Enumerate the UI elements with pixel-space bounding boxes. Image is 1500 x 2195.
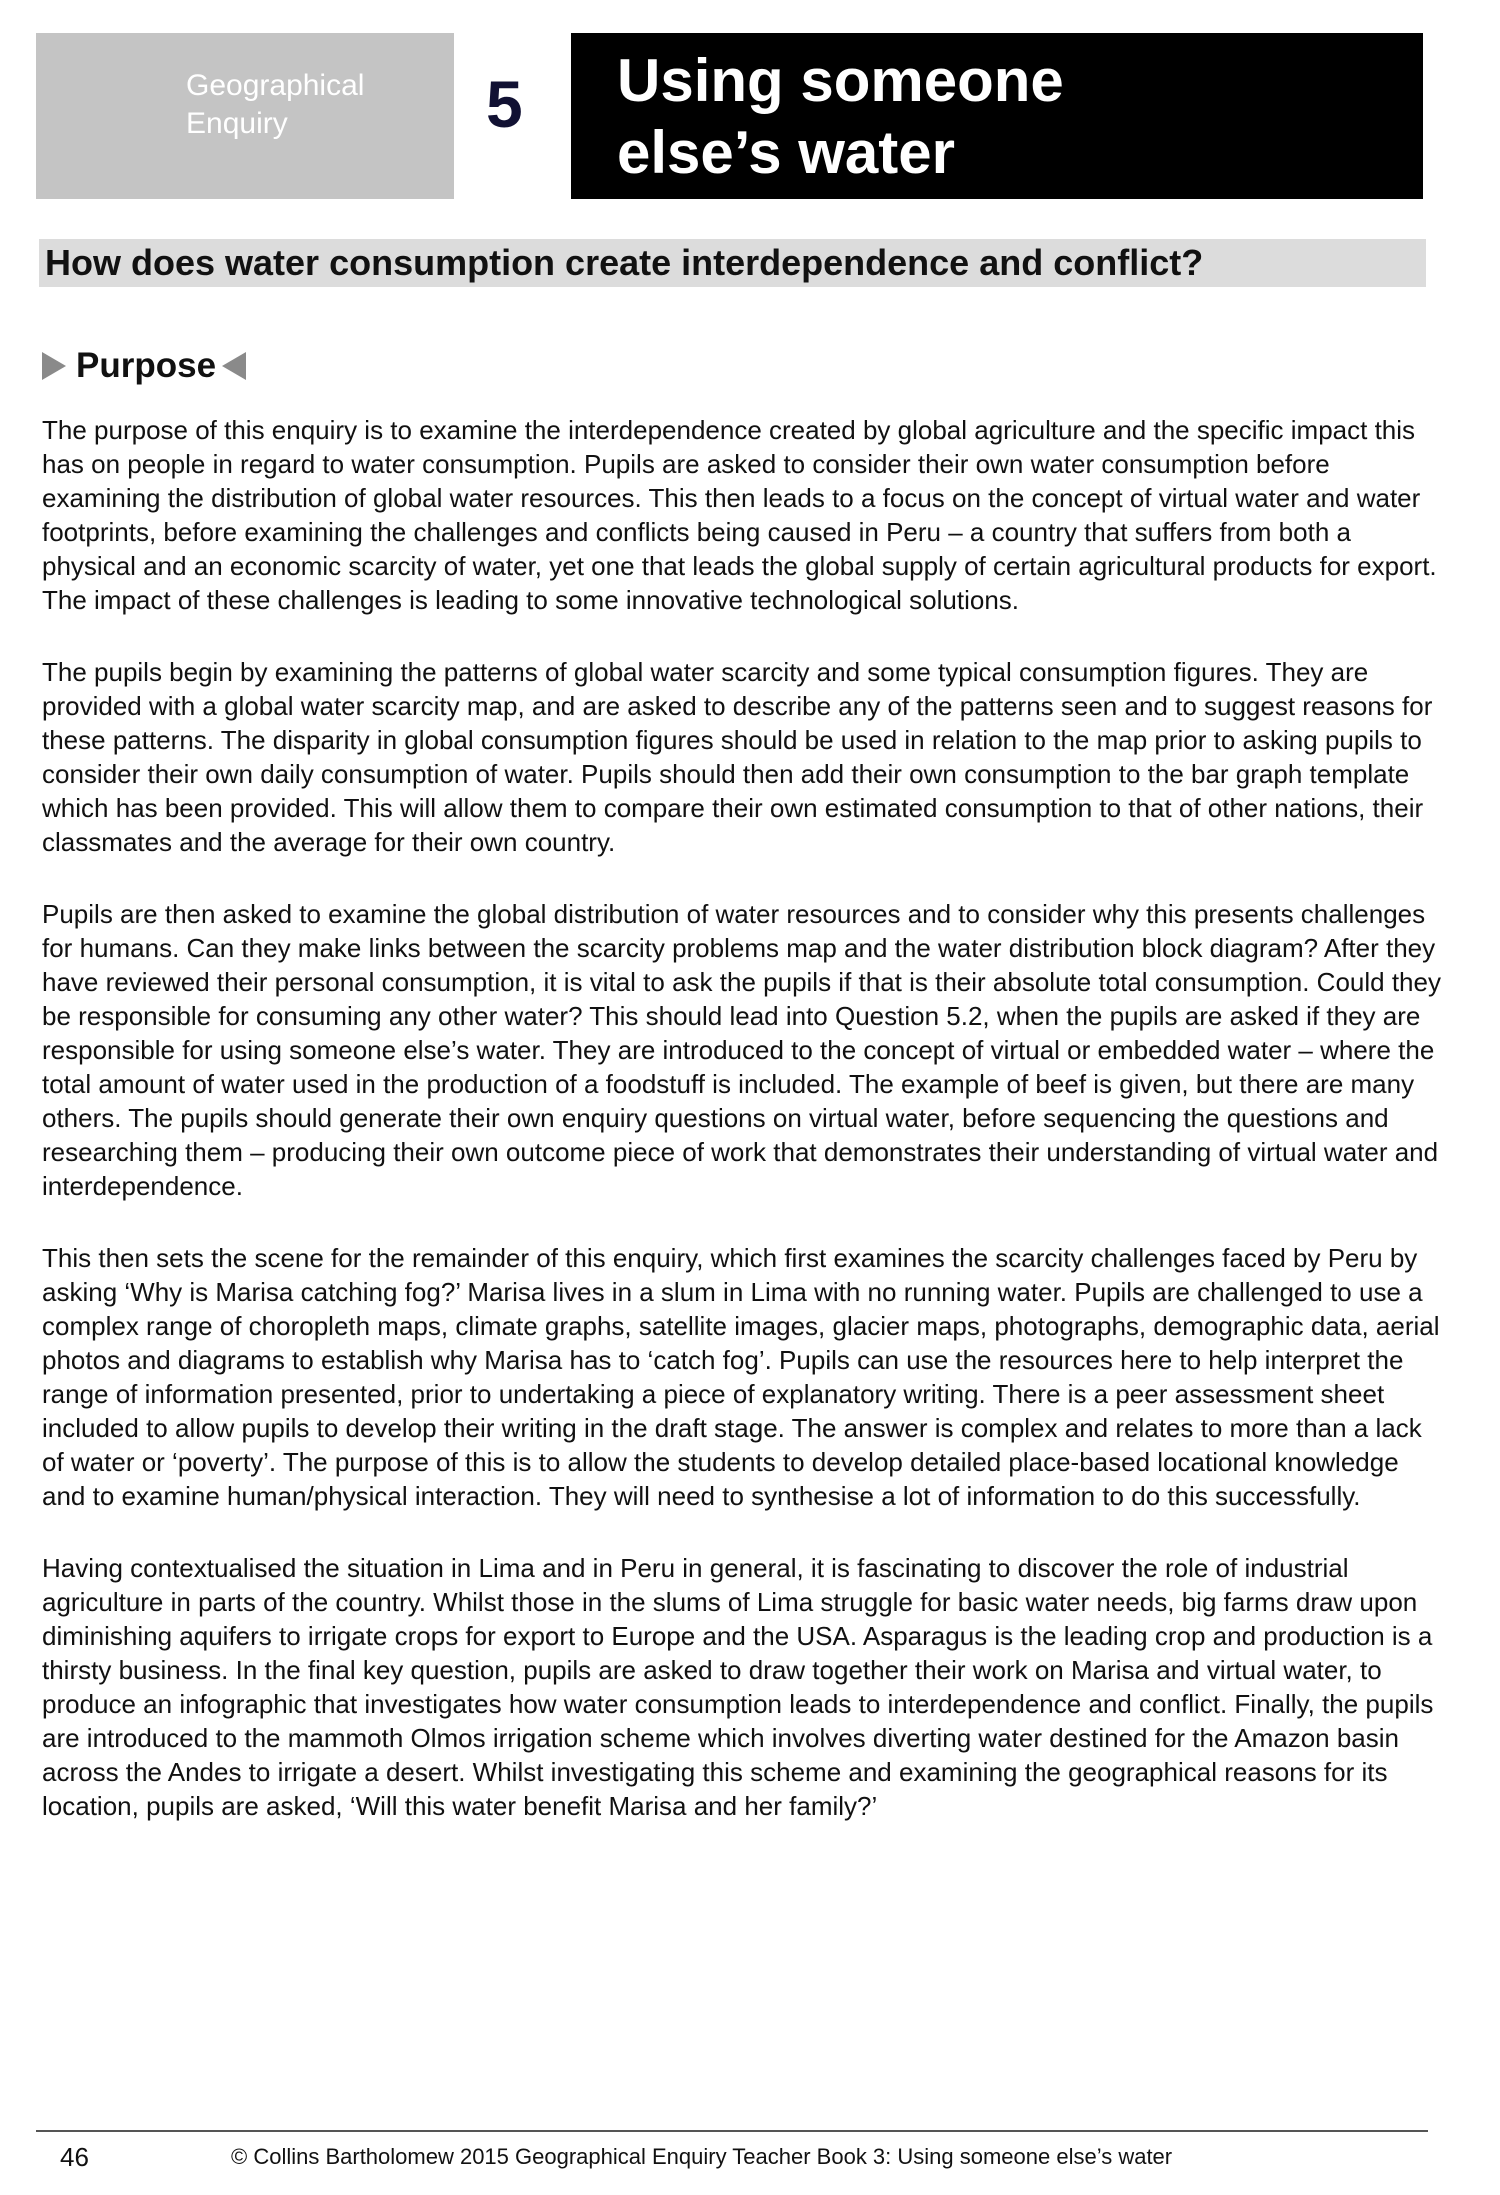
page-number: 46 [60, 2142, 89, 2172]
triangle-left-icon [222, 352, 246, 380]
series-label-line2: Enquiry [186, 107, 288, 140]
section-heading-label: Purpose [76, 346, 217, 385]
series-label-line1: Geographical [186, 69, 365, 102]
enquiry-title-line2: else’s water [617, 119, 955, 186]
enquiry-number: 5 [486, 67, 523, 141]
copyright-notice: © Collins Bartholomew 2015 Geographical Enquiry Teacher Book 3: Using someone else’s water [231, 2144, 1173, 2169]
enquiry-title-line1: Using someone [617, 47, 1064, 114]
triangle-right-icon [42, 352, 66, 380]
paragraph: Pupils are then asked to examine the global distribution of water resources and to consider why this presents challenges for humans. Can they make links between the scarcity problems map and the water distribution block diagram? After they have reviewed their personal consumption, it is vital to ask the pupils if that is their absolute total consumption. Could they be responsible for consuming any other water? This should lead into Question 5.2, when the pupils are asked if they are responsible for using someone else’s water. They are introduced to the concept of virtual or embedded water – where the total amount of water used in the production of a foodstuff is included. The example of beef is given, but there are many others. The pupils should generate their own enquiry questions on virtual water, before sequencing the questions and researching them – producing their own outcome piece of work that demonstrates their understanding of virtual water and interdependence. [42, 899, 1441, 1201]
series-label-box [36, 33, 454, 199]
paragraph: The purpose of this enquiry is to examine the interdependence created by global agriculture and the specific impact this has on people in regard to water consumption. Pupils are asked to consider their own water consumption before examining the distribution of global water resources. This then leads to a focus on the concept of virtual water and water footprints, before examining the challenges and conflicts being caused in Peru – a country that suffers from both a physical and an economic scarcity of water, yet one that leads the global supply of certain agricultural products for export. The impact of these challenges is leading to some innovative technological solutions. [42, 415, 1437, 615]
enquiry-title-box [571, 33, 1423, 199]
paragraph: Having contextualised the situation in Lima and in Peru in general, it is fascinating to discover the role of industrial agriculture in parts of the country. Whilst those in the slums of Lima struggle for basic water needs, big farms draw upon diminishing aquifers to irrigate crops for export to Europe and the USA. Asparagus is the leading crop and production is a thirsty business. In the final key question, pupils are asked to draw together their work on Marisa and virtual water, to produce an infographic that investigates how water consumption leads to interdependence and conflict. Finally, the pupils are introduced to the mammoth Olmos irrigation scheme which involves diverting water destined for the Amazon basin across the Andes to irrigate a desert. Whilst investigating this scheme and examining the geographical reasons for its location, pupils are asked, ‘Will this water benefit Marisa and her family?’ [42, 1553, 1434, 1821]
paragraph: The pupils begin by examining the patterns of global water scarcity and some typical consumption figures. They are provided with a global water scarcity map, and are asked to describe any of the patterns seen and to suggest reasons for these patterns. The disparity in global consumption figures should be used in relation to the map prior to asking pupils to consider their own daily consumption of water. Pupils should then add their own consumption to the bar graph template which has been provided. This will allow them to compare their own estimated consumption to that of other nations, their classmates and the average for their own country. [42, 657, 1433, 857]
body-text [42, 413, 1442, 1861]
paragraph: This then sets the scene for the remainder of this enquiry, which first examines the scarcity challenges faced by Peru by asking ‘Why is Marisa catching fog?’ Marisa lives in a slum in Lima with no running water. Pupils are challenged to use a complex range of choropleth maps, climate graphs, satellite images, glacier maps, photographs, demographic data, aerial photos and diagrams to establish why Marisa has to ‘catch fog’. Pupils can use the resources here to help interpret the range of information presented, prior to undertaking a piece of explanatory writing. There is a peer assessment sheet included to allow pupils to develop their writing in the draft stage. The answer is complex and relates to more than a lack of water or ‘poverty’. The purpose of this is to allow the students to develop detailed place-based locational knowledge and to examine human/physical interaction. They will need to synthesise a lot of information to do this successfully. [42, 1243, 1440, 1511]
key-question: How does water consumption create interdependence and conflict? [39, 239, 1426, 287]
footer-divider [36, 2130, 1428, 2132]
section-heading [42, 344, 246, 388]
